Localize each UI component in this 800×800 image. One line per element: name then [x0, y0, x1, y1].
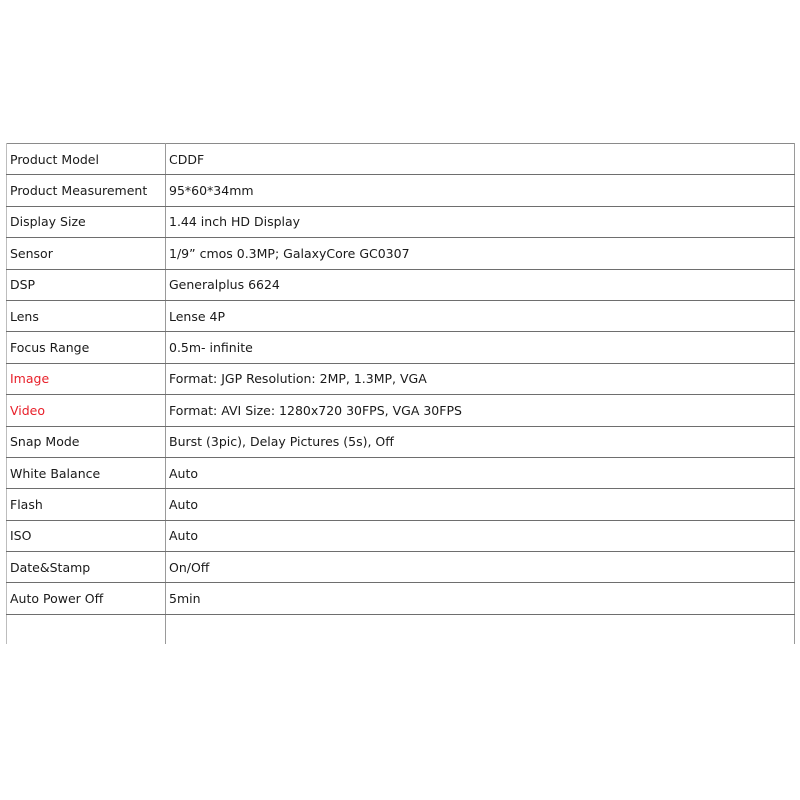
spec-row — [7, 238, 795, 269]
spec-value: 5min — [166, 583, 795, 614]
spec-row — [7, 520, 795, 551]
spec-label: Image — [7, 363, 166, 394]
spec-value: 1.44 inch HD Display — [166, 206, 795, 237]
spec-value: Burst (3pic), Delay Pictures (5s), Off — [166, 426, 795, 457]
spec-value: Auto — [166, 520, 795, 551]
spec-row — [7, 175, 795, 206]
spec-value: 1/9” cmos 0.3MP; GalaxyCore GC0307 — [166, 238, 795, 269]
spec-value: 0.5m- infinite — [166, 332, 795, 363]
spec-value: Generalplus 6624 — [166, 269, 795, 300]
spec-label: Sensor — [7, 238, 166, 269]
spec-value-empty — [166, 614, 795, 644]
spec-table-body — [7, 144, 795, 645]
spec-label: ISO — [7, 520, 166, 551]
spec-value: Lense 4P — [166, 300, 795, 331]
spec-label: Date&Stamp — [7, 552, 166, 583]
spec-label: White Balance — [7, 457, 166, 488]
spec-label: Display Size — [7, 206, 166, 237]
spec-label: Video — [7, 395, 166, 426]
spec-value: CDDF — [166, 144, 795, 175]
spec-table — [6, 143, 795, 644]
spec-row-empty — [7, 614, 795, 644]
spec-label: Auto Power Off — [7, 583, 166, 614]
spec-row — [7, 206, 795, 237]
spec-value: Auto — [166, 489, 795, 520]
spec-label-empty — [7, 614, 166, 644]
spec-row — [7, 395, 795, 426]
spec-label: Focus Range — [7, 332, 166, 363]
spec-row — [7, 583, 795, 614]
spec-row — [7, 332, 795, 363]
spec-label: Snap Mode — [7, 426, 166, 457]
spec-label: Lens — [7, 300, 166, 331]
spec-row — [7, 269, 795, 300]
spec-row — [7, 363, 795, 394]
spec-row — [7, 300, 795, 331]
spec-row — [7, 457, 795, 488]
spec-label: Flash — [7, 489, 166, 520]
spec-row — [7, 426, 795, 457]
spec-label: Product Model — [7, 144, 166, 175]
spec-row — [7, 552, 795, 583]
spec-row — [7, 144, 795, 175]
spec-label: DSP — [7, 269, 166, 300]
spec-row — [7, 489, 795, 520]
spec-value: 95*60*34mm — [166, 175, 795, 206]
spec-value: Format: JGP Resolution: 2MP, 1.3MP, VGA — [166, 363, 795, 394]
spec-value: Auto — [166, 457, 795, 488]
spec-value: Format: AVI Size: 1280x720 30FPS, VGA 30FPS — [166, 395, 795, 426]
spec-value: On/Off — [166, 552, 795, 583]
spec-label: Product Measurement — [7, 175, 166, 206]
